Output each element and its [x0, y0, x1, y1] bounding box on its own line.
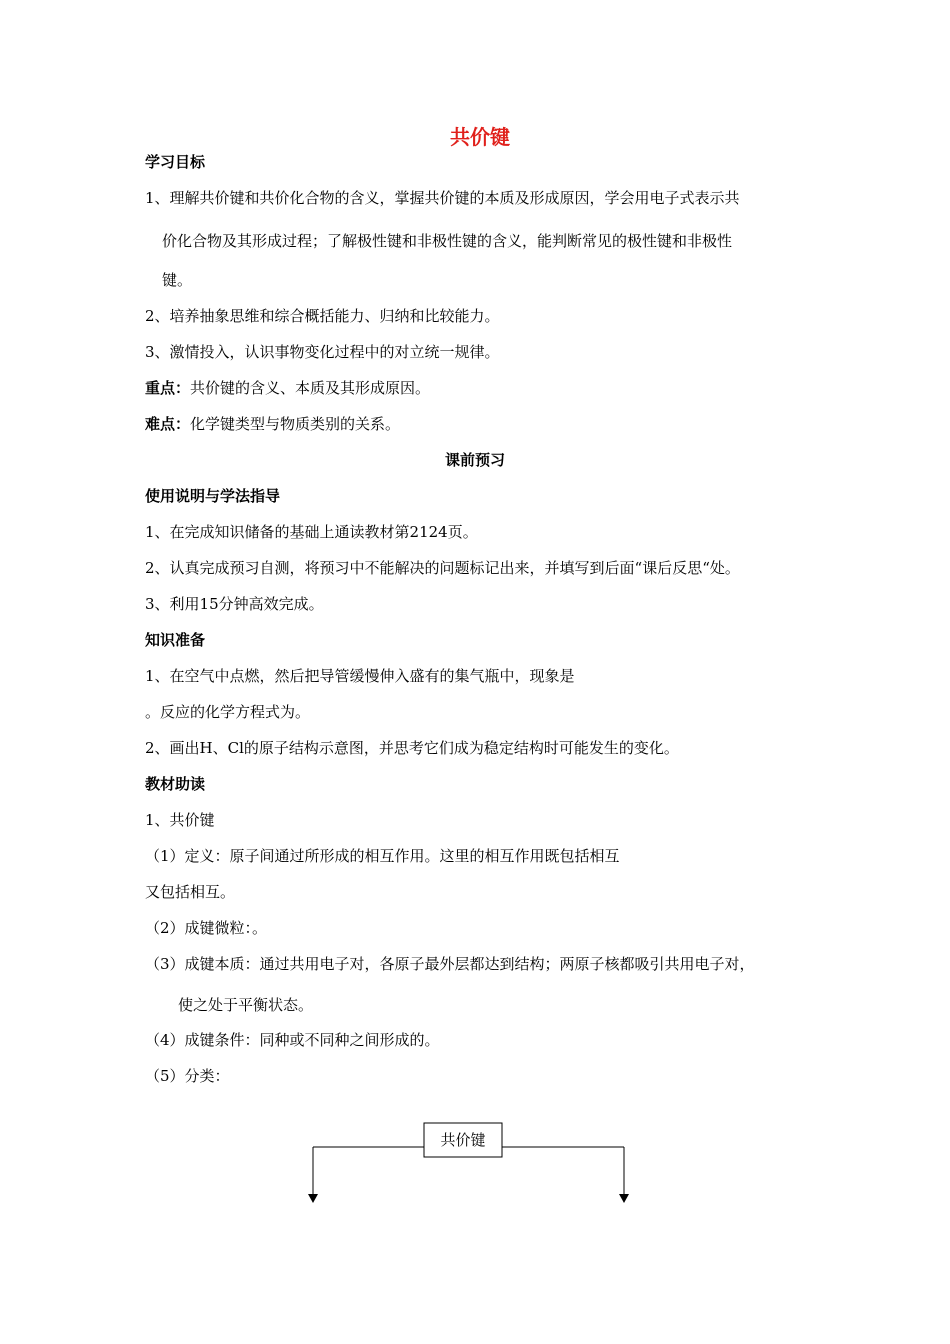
key-point-text: 共价键的含义、本质及其形成原因。: [190, 379, 431, 397]
objective-1-line-2: 价化合物及其形成过程；了解极性键和非极性键的含义，能判断常见的极性键和非极性: [162, 232, 733, 250]
knowledge-prep-heading: 知识准备: [145, 631, 206, 649]
classification: （5）分类：: [145, 1067, 230, 1085]
objective-3: 3、激情投入，认识事物变化过程中的对立统一规律。: [145, 343, 500, 361]
objective-2: 2、培养抽象思维和综合概括能力、归纳和比较能力。: [145, 307, 500, 325]
reading-guide-heading: 教材助读: [145, 775, 206, 793]
instructions-heading: 使用说明与学法指导: [145, 487, 281, 505]
bonding-condition: （4）成键条件：同种或不同种之间形成的。: [145, 1031, 440, 1049]
root-box-label: 共价键: [440, 1131, 486, 1149]
instruction-3: 3、利用15分钟高效完成。: [145, 595, 324, 613]
instruction-2: 2、认真完成预习自测，将预习中不能解决的问题标记出来，并填写到后面“课后反思“处。: [145, 559, 740, 577]
objective-1-line-3: 键。: [162, 271, 193, 289]
difficulty-text: 化学键类型与物质类别的关系。: [190, 415, 401, 433]
definition-line-2: 又包括相互。: [145, 883, 236, 901]
objectives-heading: 学习目标: [145, 153, 206, 171]
instruction-1: 1、在完成知识储备的基础上通读教材第2124页。: [145, 523, 478, 541]
reading-guide-item-1: 1、共价键: [145, 811, 215, 829]
knowledge-prep-1-line-2: 。反应的化学方程式为。: [145, 703, 311, 721]
left-arrowhead-icon: [308, 1194, 318, 1203]
objective-1-line-1: 1、理解共价键和共价化合物的含义，掌握共价键的本质及形成原因，学会用电子式表示共: [145, 189, 740, 207]
right-arrowhead-icon: [619, 1194, 629, 1203]
bonding-essence-line-2: 使之处于平衡状态。: [178, 996, 314, 1014]
definition-line-1: （1）定义：原子间通过所形成的相互作用。这里的相互作用既包括相互: [145, 847, 620, 865]
key-point-label: 重点：: [145, 379, 191, 397]
document-title: 共价键: [450, 125, 510, 149]
bonding-particles: （2）成键微粒：。: [145, 919, 268, 937]
preview-heading: 课前预习: [444, 451, 505, 469]
bonding-essence-line-1: （3）成键本质：通过共用电子对，各原子最外层都达到结构；两原子核都吸引共用电子对，: [145, 955, 755, 973]
knowledge-prep-1-line-1: 1、在空气中点燃，然后把导管缓慢伸入盛有的集气瓶中，现象是: [145, 667, 575, 685]
difficulty-label: 难点：: [145, 415, 191, 433]
knowledge-prep-2: 2、画出H、Cl的原子结构示意图，并思考它们成为稳定结构时可能发生的变化。: [145, 739, 679, 757]
